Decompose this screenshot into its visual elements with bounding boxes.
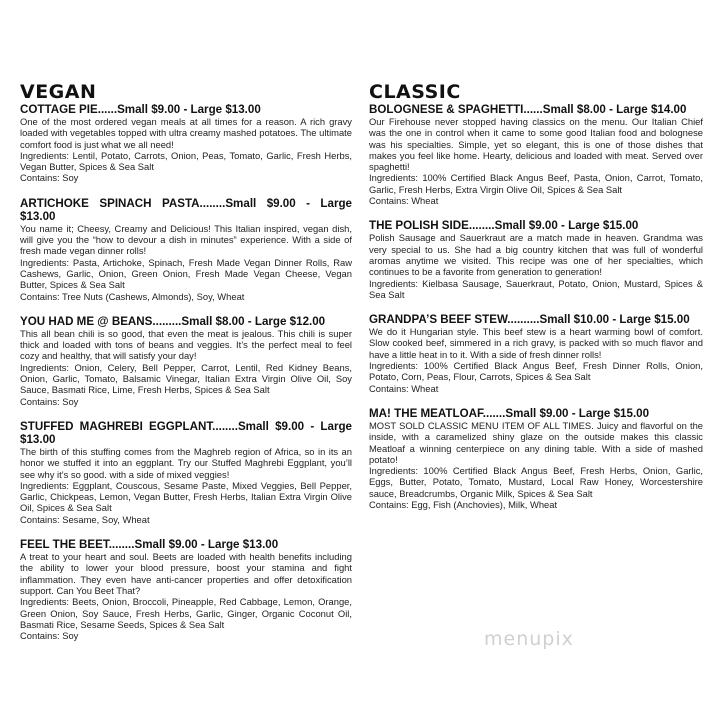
menu-item-heading bbox=[20, 197, 352, 223]
menu-item-description: You name it; Cheesy, Creamy and Delicious! This Italian inspired, vegan dish, will give you the “how to devour a dish in minutes” experience. With a side of fresh made vegan dinner rolls! bbox=[20, 222, 352, 257]
menu-item-feel-the-beet bbox=[20, 538, 352, 641]
menu-item-heading bbox=[20, 420, 352, 446]
menupix-watermark: menupix bbox=[484, 628, 574, 650]
menu-item-price: Small $9.00 - Large $13.00 bbox=[20, 196, 353, 223]
menu-item-description: Our Firehouse never stopped having classics on the menu. Our Italian Chief was the one in control when it came to some good Italian food and bolognese was his specialties. Simple, yet so elegant, this is one of those dishes that makes you feel like home. Hearty, delicious and loaded with meat. Served over spaghetti! bbox=[369, 116, 703, 173]
menu-item-dots: ........ bbox=[108, 538, 135, 552]
menu-item-heading bbox=[369, 313, 703, 326]
menu-item-description: Polish Sausage and Sauerkraut are a match made in heaven. Grandma was very special to us. She had a big country kitchen that was full of wonderful aromas anytime we visited. This recipe was one of her specialties, which continues to be a favorite from generation to generation! bbox=[369, 232, 703, 278]
menu-item-heading bbox=[369, 103, 703, 116]
menu-item-allergens: Contains: Soy bbox=[20, 630, 79, 642]
menu-item-dots: ........ bbox=[199, 196, 226, 210]
menu-item-ingredients: Ingredients: 100% Certified Black Angus Beef, Fresh Herbs, Onion, Garlic, Eggs, Butter, Potato, Tomato, Mustard, Local Raw Honey, Worcestershire sauce, Breadcrumbs, Organic Milk, Spices & Sea Salt bbox=[369, 465, 703, 499]
vegan-column bbox=[20, 82, 352, 654]
menu-item-name: STUFFED MAGHREBI EGGPLANT bbox=[20, 419, 213, 433]
menu-item-dots: ........ bbox=[212, 419, 238, 433]
menu-item-polish-side bbox=[369, 219, 703, 300]
menu-item-dots: .......... bbox=[507, 313, 540, 327]
menu-item-dots: ....... bbox=[482, 406, 506, 420]
menu-item-stuffed-maghrebi-eggplant bbox=[20, 420, 352, 525]
classic-section-title: CLASSIC bbox=[369, 81, 461, 103]
menu-item-ingredients: Ingredients: Onion, Celery, Bell Pepper, Carrot, Lentil, Red Kidney Beans, Onion, Garlic, Tomato, Balsamic Vinegar, Italian Extra Virgin Olive Oil, Soy Sauce, Basmati Rice, Lime, Fresh Herbs, Spices & Sea Salt bbox=[20, 361, 352, 396]
menu-item-allergens: Contains: Soy bbox=[20, 172, 79, 184]
menu-item-price: Small $9.00 - Large $13.00 bbox=[20, 419, 352, 446]
menu-item-name: GRANDPA’S BEEF STEW bbox=[369, 313, 508, 327]
menu-item-artichoke-spinach-pasta bbox=[20, 197, 352, 302]
menu-item-ingredients: Ingredients: Kielbasa Sausage, Sauerkraut, Potato, Onion, Mustard, Spices & Sea Salt bbox=[369, 277, 703, 300]
menu-item-ingredients: Ingredients: 100% Certified Black Angus Beef, Fresh Dinner Rolls, Onion, Potato, Corn, Peas, Flour, Carrots, Spices & Sea Salt bbox=[369, 360, 703, 383]
menu-item-allergens: Contains: Wheat bbox=[369, 382, 439, 394]
menu-item-ingredients: Ingredients: Pasta, Artichoke, Spinach, Fresh Made Vegan Dinner Rolls, Raw Cashews, Garlic, Onion, Green Onion, Fresh Made Vegan Cheese, Vegan Butter, Spices & Sea Salt bbox=[20, 256, 352, 291]
menu-item-name: ARTICHOKE SPINACH PASTA bbox=[20, 196, 200, 210]
vegan-section-title: VEGAN bbox=[20, 81, 97, 103]
menu-item-allergens: Contains: Soy bbox=[20, 395, 79, 407]
menu-item-ingredients: Ingredients: Eggplant, Couscous, Sesame Paste, Mixed Veggies, Bell Pepper, Garlic, Chickpeas, Lemon, Vegan Butter, Fresh Herbs, Italian Extra Virgin Olive Oil, Spices & Sea Salt bbox=[20, 479, 352, 514]
menu-item-heading bbox=[20, 315, 352, 328]
menu-item-allergens: Contains: Sesame, Soy, Wheat bbox=[20, 513, 150, 525]
menu-item-you-had-me-at-beans bbox=[20, 315, 352, 407]
menu-item-description: One of the most ordered vegan meals at all times for a reason. A rich gravy loaded with vegetables topped with ultra creamy mashed potatoes. The ultimate comfort food is just what we all need! bbox=[20, 116, 352, 150]
menu-item-name: MA! THE MEATLOAF bbox=[369, 406, 483, 420]
menu-item-price: Small $8.00 - Large $12.00 bbox=[181, 314, 326, 328]
menu-item-heading bbox=[369, 407, 703, 420]
menu-item-name: THE POLISH SIDE bbox=[369, 219, 469, 233]
menu-item-dots: ...... bbox=[97, 103, 118, 116]
menu-item-cottage-pie bbox=[20, 103, 352, 184]
menu-item-ma-the-meatloaf bbox=[369, 407, 703, 510]
menu-item-price: Small $8.00 - Large $14.00 bbox=[542, 103, 687, 116]
classic-column bbox=[369, 82, 703, 523]
menu-item-heading bbox=[369, 219, 703, 232]
menu-item-description: A treat to your heart and soul. Beets are loaded with health benefits including the ability to lower your blood pressure, boost your stamina and fight inflammation. They even have anti-cancer properties and offer detoxification support. Can You Beet That? bbox=[20, 551, 352, 596]
menu-item-price: Small $9.00 - Large $15.00 bbox=[505, 406, 650, 420]
menu-item-ingredients: Ingredients: Lentil, Potato, Carrots, Onion, Peas, Tomato, Garlic, Fresh Herbs, Vegan Butter, Spices & Sea Salt bbox=[20, 149, 352, 173]
menu-item-name: COTTAGE PIE bbox=[20, 103, 98, 116]
menu-item-grandpas-beef-stew bbox=[369, 313, 703, 394]
menu-item-price: Small $9.00 - Large $13.00 bbox=[134, 538, 279, 552]
menu-item-price: Small $9.00 - Large $13.00 bbox=[117, 103, 261, 116]
menu-item-ingredients: Ingredients: 100% Certified Black Angus Beef, Pasta, Onion, Carrot, Tomato, Garlic, Fresh Herbs, Extra Virgin Olive Oil, Spices & Sea Salt bbox=[369, 172, 703, 195]
menu-item-description: This all bean chili is so good, that even the meat is jealous. This chili is super thick and loaded with tons of beans and veggies. It’s the perfect meal to feel cozy and healthy, that will satisfy your day! bbox=[20, 327, 352, 362]
menu-item-description: We do it Hungarian style. This beef stew is a heart warming bowl of comfort. Slow cooked beef, simmered in a rich gravy, is packed with so much flavor and have a little heat in to it. With a side of fresh dinner rolls! bbox=[369, 326, 703, 360]
menu-item-allergens: Contains: Tree Nuts (Cashews, Almonds), Soy, Wheat bbox=[20, 290, 245, 302]
menu-item-heading bbox=[20, 538, 352, 551]
menu-item-dots: ......... bbox=[152, 314, 182, 328]
menu-item-name: YOU HAD ME @ BEANS bbox=[20, 314, 153, 328]
menu-item-dots: ...... bbox=[523, 103, 543, 116]
menu-item-price: Small $9.00 - Large $15.00 bbox=[494, 219, 639, 233]
menu-item-description: MOST SOLD CLASSIC MENU ITEM OF ALL TIMES. Juicy and flavorful on the inside, with a caramelized shiny glaze on the outside makes this classic Meatloaf a winning centerpiece on any dining table. With a side of mashed potato! bbox=[369, 419, 703, 465]
menu-item-allergens: Contains: Egg, Fish (Anchovies), Milk, Wheat bbox=[369, 499, 558, 511]
menu-item-ingredients: Ingredients: Beets, Onion, Broccoli, Pineapple, Red Cabbage, Lemon, Orange, Green Onion, Soy Sauce, Fresh Herbs, Garlic, Ginger, Organic Coconut Oil, Basmati Rice, Sesame Seeds, Spices & Sea Salt bbox=[20, 596, 352, 630]
menu-item-bolognese-spaghetti bbox=[369, 103, 703, 206]
menu-item-name: BOLOGNESE & SPAGHETTI bbox=[369, 103, 524, 116]
menu-item-dots: ........ bbox=[468, 219, 495, 233]
menu-item-name: FEEL THE BEET bbox=[20, 538, 109, 552]
menu-item-description: The birth of this stuffing comes from the Maghreb region of Africa, so in its an honor we stuffed it into an eggplant. Try our Stuffed Maghrebi Eggplant, you’ll see why it’s so good. with a side of mixed veggies! bbox=[20, 445, 352, 480]
menu-item-price: Small $10.00 - Large $15.00 bbox=[539, 313, 690, 327]
menu-item-allergens: Contains: Wheat bbox=[369, 195, 439, 207]
menu-item-heading bbox=[20, 103, 352, 116]
